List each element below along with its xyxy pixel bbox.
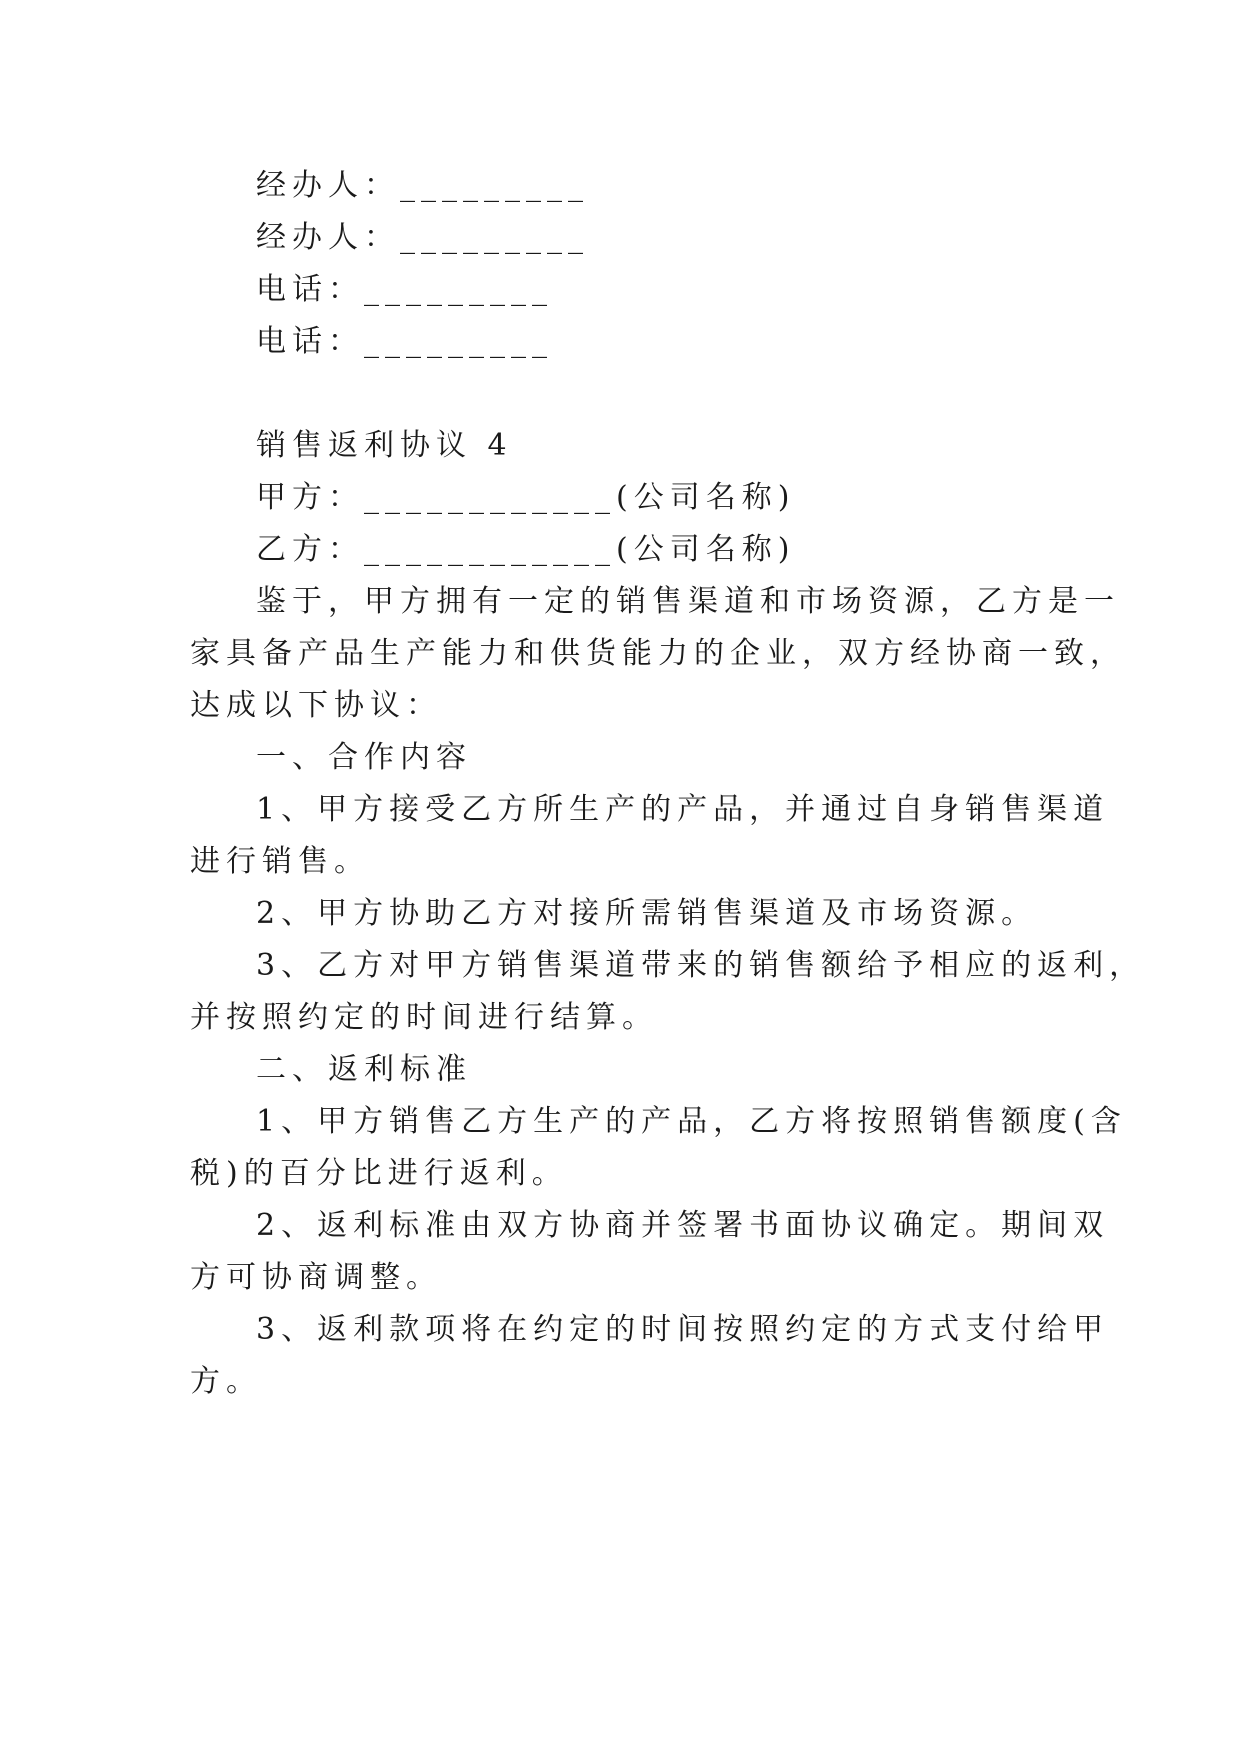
contact-phone-2: 电话：_________ xyxy=(256,324,553,359)
clause-text: 1、甲方销售乙方生产的产品，乙方将按照销售额度(含 xyxy=(256,1104,1127,1139)
preamble-line: 家具备产品生产能力和供货能力的企业，双方经协商一致， xyxy=(190,636,1126,671)
clause-text: 税)的百分比进行返利。 xyxy=(190,1156,568,1191)
preamble-line: 鉴于，甲方拥有一定的销售渠道和市场资源，乙方是一 xyxy=(256,584,1120,619)
clause-text: 3、乙方对甲方销售渠道带来的销售额给予相应的返利， xyxy=(256,948,1146,983)
contact-handler-1: 经办人：_________ xyxy=(256,168,589,203)
clause-text: 2、返利标准由双方协商并签署书面协议确定。期间双 xyxy=(256,1208,1110,1243)
clause-text: 2、甲方协助乙方对接所需销售渠道及市场资源。 xyxy=(256,896,1038,931)
clause-text: 方可协商调整。 xyxy=(190,1260,442,1295)
section-heading: 二、返利标准 xyxy=(256,1052,472,1087)
party-b-line: 乙方：____________(公司名称) xyxy=(256,532,796,567)
clause-text: 方。 xyxy=(190,1364,262,1399)
clause-text: 并按照约定的时间进行结算。 xyxy=(190,1000,658,1035)
clause-text: 进行销售。 xyxy=(190,844,370,879)
agreement-title: 销售返利协议 4 xyxy=(256,428,513,463)
contact-handler-2: 经办人：_________ xyxy=(256,220,589,255)
contact-phone-1: 电话：_________ xyxy=(256,272,553,307)
party-a-line: 甲方：____________(公司名称) xyxy=(256,480,796,515)
clause-text: 1、甲方接受乙方所生产的产品，并通过自身销售渠道 xyxy=(256,792,1110,827)
preamble-line: 达成以下协议： xyxy=(190,688,442,723)
clause-text: 3、返利款项将在约定的时间按照约定的方式支付给甲 xyxy=(256,1312,1110,1347)
section-heading: 一、合作内容 xyxy=(256,740,472,775)
